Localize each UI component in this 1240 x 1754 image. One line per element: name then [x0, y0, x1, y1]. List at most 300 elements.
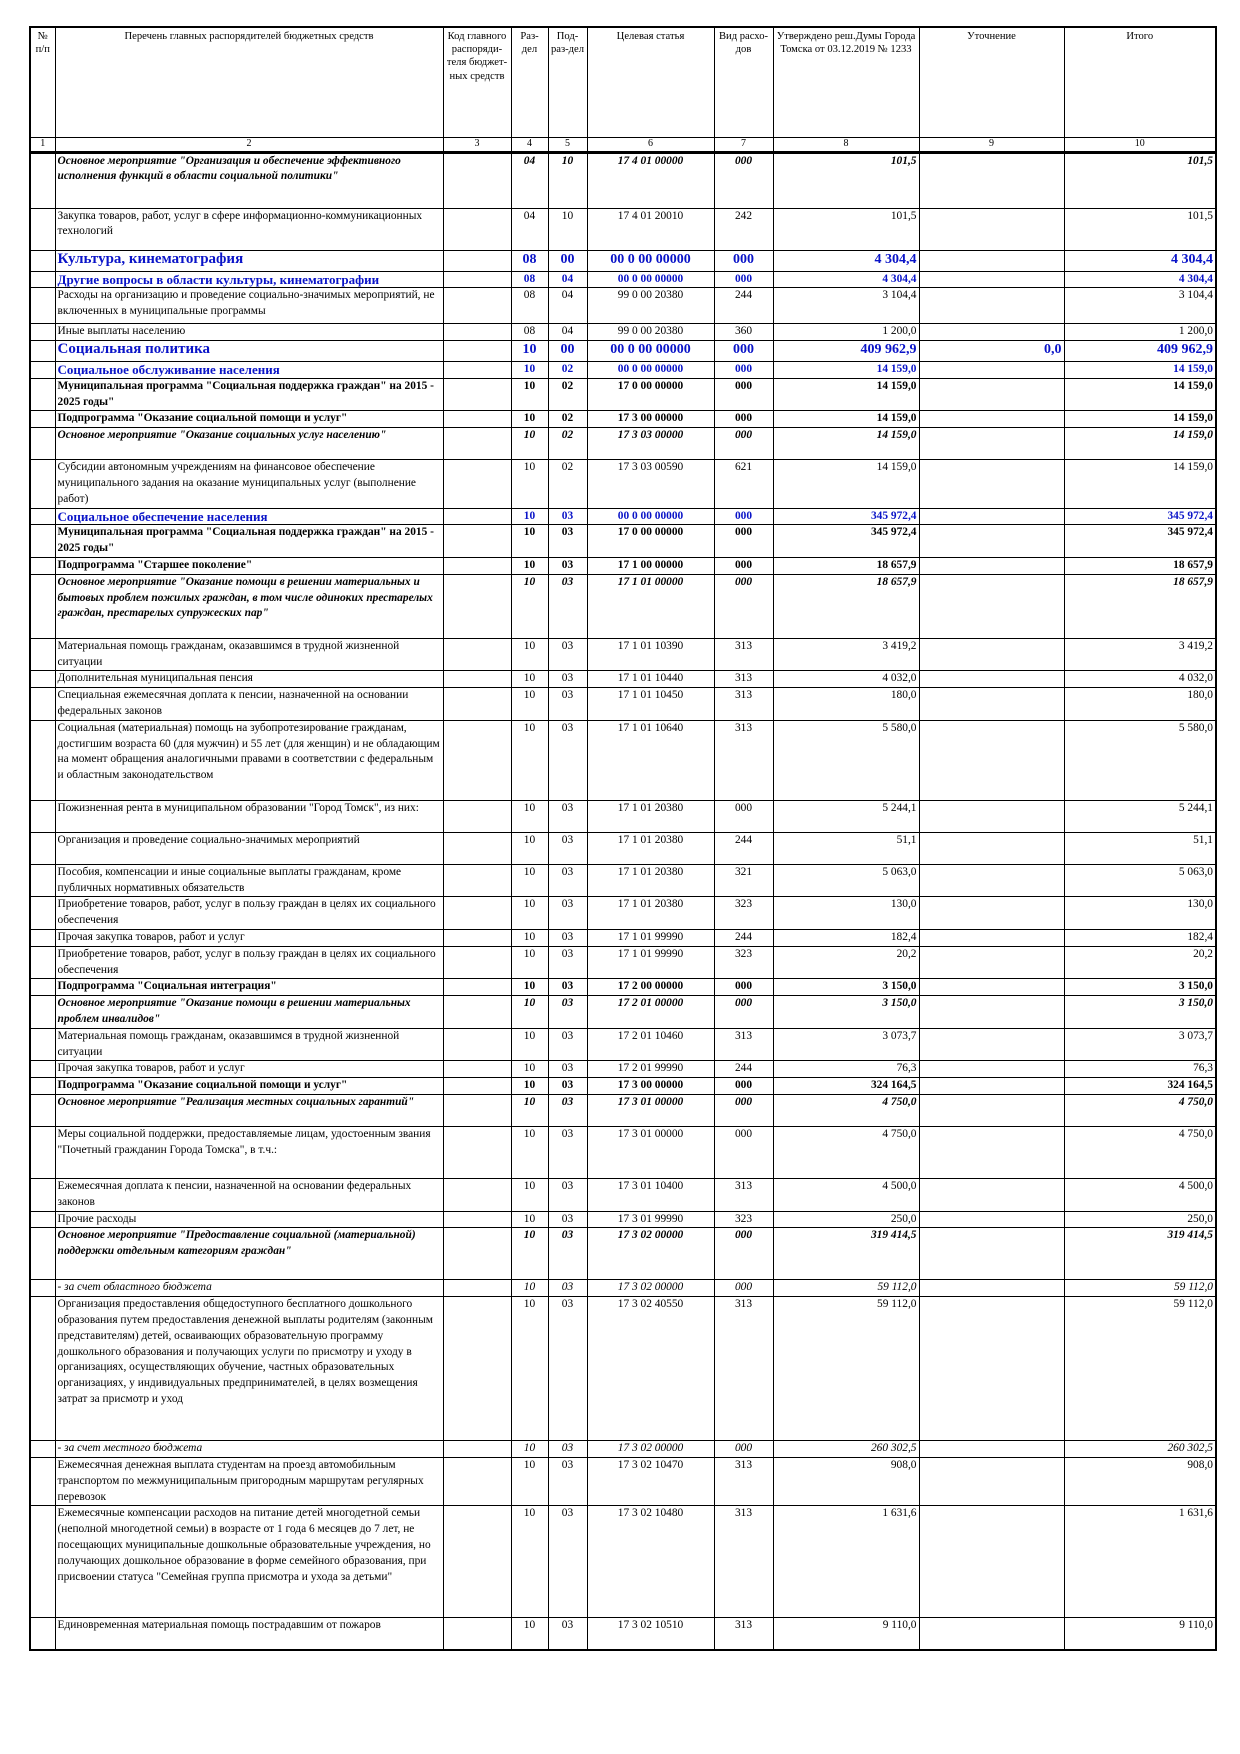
cell-number [30, 1127, 55, 1179]
cell-subsection: 03 [548, 574, 587, 638]
cell-distributor-code [443, 1061, 511, 1078]
cell-subsection: 02 [548, 411, 587, 428]
budget-table [29, 26, 1217, 1651]
cell-adjustment [919, 152, 1064, 208]
cell-distributor-code [443, 897, 511, 930]
cell-approved: 14 159,0 [773, 362, 919, 379]
cell-distributor-name: Ежемесячная денежная выплата студентам на проезд автомобильным транспортом по межмуниципальным пригородным маршрутам регулярных перевозок [55, 1457, 443, 1505]
cell-expense-type: 000 [714, 508, 773, 525]
table-row [30, 996, 1216, 1029]
cell-distributor-name: Муниципальная программа "Социальная поддержка граждан" на 2015 - 2025 годы" [55, 525, 443, 558]
cell-approved: 409 962,9 [773, 341, 919, 362]
cell-section: 10 [511, 1457, 548, 1505]
cell-adjustment [919, 930, 1064, 947]
cell-adjustment [919, 574, 1064, 638]
cell-target-article: 00 0 00 00000 [587, 362, 714, 379]
cell-distributor-name: Подпрограмма "Оказание социальной помощи и услуг" [55, 1078, 443, 1095]
cell-approved: 4 750,0 [773, 1095, 919, 1127]
cell-total: 3 073,7 [1064, 1028, 1216, 1061]
cell-number [30, 1078, 55, 1095]
cell-distributor-code [443, 688, 511, 721]
column-number: 4 [511, 137, 548, 152]
cell-approved: 14 159,0 [773, 411, 919, 428]
cell-number [30, 324, 55, 341]
cell-number [30, 1457, 55, 1505]
cell-section: 10 [511, 1127, 548, 1179]
cell-expense-type: 000 [714, 1078, 773, 1095]
cell-number [30, 1618, 55, 1650]
cell-distributor-name: Прочая закупка товаров, работ и услуг [55, 930, 443, 947]
cell-number [30, 1179, 55, 1212]
cell-adjustment: 0,0 [919, 341, 1064, 362]
table-row [30, 208, 1216, 250]
cell-subsection: 03 [548, 1127, 587, 1179]
table-row [30, 671, 1216, 688]
column-number: 3 [443, 137, 511, 152]
cell-total: 18 657,9 [1064, 558, 1216, 575]
cell-total: 3 419,2 [1064, 638, 1216, 671]
cell-target-article: 17 1 01 00000 [587, 574, 714, 638]
cell-subsection: 03 [548, 979, 587, 996]
cell-distributor-code [443, 1078, 511, 1095]
cell-approved: 3 073,7 [773, 1028, 919, 1061]
cell-number [30, 152, 55, 208]
table-row [30, 508, 1216, 525]
cell-distributor-code [443, 996, 511, 1029]
cell-target-article: 17 3 01 10400 [587, 1179, 714, 1212]
cell-distributor-code [443, 428, 511, 460]
cell-distributor-name: Культура, кинематография [55, 250, 443, 271]
cell-distributor-code [443, 946, 511, 979]
cell-section: 10 [511, 574, 548, 638]
table-row [30, 558, 1216, 575]
cell-adjustment [919, 897, 1064, 930]
column-number: 8 [773, 137, 919, 152]
table-row [30, 1127, 1216, 1179]
cell-approved: 4 304,4 [773, 271, 919, 288]
cell-number [30, 688, 55, 721]
cell-total: 18 657,9 [1064, 574, 1216, 638]
cell-approved: 59 112,0 [773, 1280, 919, 1297]
cell-total: 182,4 [1064, 930, 1216, 947]
cell-distributor-code [443, 864, 511, 897]
cell-section: 10 [511, 897, 548, 930]
cell-expense-type: 323 [714, 946, 773, 979]
cell-distributor-name: Социальное обеспечение населения [55, 508, 443, 525]
cell-distributor-code [443, 1179, 511, 1212]
cell-number [30, 558, 55, 575]
cell-subsection: 02 [548, 378, 587, 411]
cell-section: 10 [511, 1078, 548, 1095]
cell-target-article: 17 3 01 00000 [587, 1095, 714, 1127]
cell-subsection: 03 [548, 1297, 587, 1441]
cell-distributor-code [443, 1441, 511, 1458]
cell-number [30, 378, 55, 411]
cell-section: 10 [511, 558, 548, 575]
cell-distributor-code [443, 979, 511, 996]
cell-target-article: 17 1 01 10640 [587, 720, 714, 800]
cell-distributor-name: Подпрограмма "Социальная интеграция" [55, 979, 443, 996]
cell-approved: 18 657,9 [773, 558, 919, 575]
cell-number [30, 1297, 55, 1441]
table-row [30, 1457, 1216, 1505]
cell-target-article: 17 3 01 00000 [587, 1127, 714, 1179]
cell-distributor-name: Прочие расходы [55, 1211, 443, 1228]
cell-target-article: 17 3 01 99990 [587, 1211, 714, 1228]
cell-approved: 1 631,6 [773, 1506, 919, 1618]
cell-target-article: 99 0 00 20380 [587, 324, 714, 341]
cell-adjustment [919, 362, 1064, 379]
cell-approved: 5 580,0 [773, 720, 919, 800]
cell-adjustment [919, 1127, 1064, 1179]
cell-subsection: 03 [548, 1280, 587, 1297]
cell-total: 59 112,0 [1064, 1297, 1216, 1441]
cell-subsection: 03 [548, 638, 587, 671]
cell-adjustment [919, 558, 1064, 575]
cell-expense-type: 313 [714, 1028, 773, 1061]
cell-total: 409 962,9 [1064, 341, 1216, 362]
cell-distributor-name: Организация и проведение социально-значимых мероприятий [55, 832, 443, 864]
cell-distributor-name: Социальная (материальная) помощь на зубопротезирование гражданам, достигшим возраста 60 (для мужчин) и 55 лет (для женщин) и не обладающим на момент обращения аналогичными правами в соответствии с федеральным и областным законодательством [55, 720, 443, 800]
cell-distributor-code [443, 378, 511, 411]
cell-expense-type: 244 [714, 930, 773, 947]
cell-adjustment [919, 288, 1064, 324]
cell-approved: 1 200,0 [773, 324, 919, 341]
cell-target-article: 17 1 01 20380 [587, 897, 714, 930]
cell-distributor-code [443, 411, 511, 428]
cell-subsection: 04 [548, 271, 587, 288]
cell-approved: 3 104,4 [773, 288, 919, 324]
table-row [30, 378, 1216, 411]
cell-distributor-code [443, 1127, 511, 1179]
cell-expense-type: 360 [714, 324, 773, 341]
cell-section: 10 [511, 1179, 548, 1212]
cell-target-article: 17 0 00 00000 [587, 525, 714, 558]
cell-distributor-code [443, 152, 511, 208]
table-row [30, 250, 1216, 271]
cell-number [30, 1228, 55, 1280]
cell-target-article: 17 3 02 00000 [587, 1280, 714, 1297]
cell-distributor-code [443, 638, 511, 671]
cell-section: 04 [511, 208, 548, 250]
cell-subsection: 02 [548, 362, 587, 379]
cell-target-article: 17 3 00 00000 [587, 1078, 714, 1095]
cell-adjustment [919, 688, 1064, 721]
cell-section: 10 [511, 1441, 548, 1458]
header-number: № п/п [30, 27, 55, 137]
cell-section: 10 [511, 1618, 548, 1650]
cell-subsection: 03 [548, 996, 587, 1029]
cell-adjustment [919, 250, 1064, 271]
cell-section: 08 [511, 250, 548, 271]
cell-approved: 4 500,0 [773, 1179, 919, 1212]
cell-adjustment [919, 428, 1064, 460]
cell-subsection: 03 [548, 558, 587, 575]
cell-adjustment [919, 1028, 1064, 1061]
cell-expense-type: 313 [714, 1457, 773, 1505]
table-row [30, 460, 1216, 508]
header-target-article: Целевая статья [587, 27, 714, 137]
cell-expense-type: 313 [714, 1297, 773, 1441]
cell-distributor-name: - за счет местного бюджета [55, 1441, 443, 1458]
cell-total: 4 032,0 [1064, 671, 1216, 688]
budget-document [29, 26, 1215, 1651]
cell-approved: 14 159,0 [773, 428, 919, 460]
table-row [30, 362, 1216, 379]
cell-target-article: 17 2 00 00000 [587, 979, 714, 996]
cell-number [30, 362, 55, 379]
cell-number [30, 1441, 55, 1458]
cell-approved: 5 063,0 [773, 864, 919, 897]
cell-expense-type: 313 [714, 1506, 773, 1618]
cell-distributor-name: Организация предоставления общедоступного бесплатного дошкольного образования путем предоставления денежной выплаты родителям (законным представителям) детей, осваивающих образовательную программу дошкольного образования и получающих услуги по присмотру и уходу в организациях, осуществляющих обучение, частных образовательных организациях, у индивидуальных предпринимателей, в целях возмещения затрат за присмотр и уход [55, 1297, 443, 1441]
table-row [30, 832, 1216, 864]
cell-target-article: 17 0 00 00000 [587, 378, 714, 411]
cell-number [30, 1211, 55, 1228]
cell-subsection: 03 [548, 897, 587, 930]
cell-section: 10 [511, 411, 548, 428]
cell-approved: 5 244,1 [773, 800, 919, 832]
cell-total: 4 750,0 [1064, 1127, 1216, 1179]
cell-expense-type: 313 [714, 1179, 773, 1212]
cell-distributor-code [443, 574, 511, 638]
cell-expense-type: 244 [714, 832, 773, 864]
cell-subsection: 03 [548, 671, 587, 688]
cell-target-article: 17 1 01 99990 [587, 946, 714, 979]
column-number: 10 [1064, 137, 1216, 152]
cell-target-article: 00 0 00 00000 [587, 508, 714, 525]
table-row [30, 1297, 1216, 1441]
cell-adjustment [919, 1061, 1064, 1078]
cell-adjustment [919, 979, 1064, 996]
cell-expense-type: 000 [714, 1228, 773, 1280]
cell-expense-type: 244 [714, 1061, 773, 1078]
cell-distributor-code [443, 1228, 511, 1280]
table-row [30, 688, 1216, 721]
header-distributor-code: Код главного распоряди-теля бюджет-ных средств [443, 27, 511, 137]
table-row [30, 1280, 1216, 1297]
cell-distributor-code [443, 460, 511, 508]
column-number-row [30, 137, 1216, 152]
cell-section: 10 [511, 638, 548, 671]
cell-expense-type: 000 [714, 800, 773, 832]
cell-target-article: 17 3 02 00000 [587, 1228, 714, 1280]
cell-total: 3 150,0 [1064, 979, 1216, 996]
table-row [30, 574, 1216, 638]
cell-subsection: 03 [548, 1028, 587, 1061]
cell-distributor-code [443, 1618, 511, 1650]
cell-distributor-name: Меры социальной поддержки, предоставляемые лицам, удостоенным звания "Почетный гражданин Города Томска", в т.ч.: [55, 1127, 443, 1179]
table-row [30, 930, 1216, 947]
cell-adjustment [919, 1297, 1064, 1441]
cell-adjustment [919, 1095, 1064, 1127]
cell-subsection: 03 [548, 1228, 587, 1280]
cell-subsection: 03 [548, 508, 587, 525]
cell-approved: 51,1 [773, 832, 919, 864]
cell-approved: 4 032,0 [773, 671, 919, 688]
cell-adjustment [919, 525, 1064, 558]
cell-adjustment [919, 411, 1064, 428]
cell-total: 5 244,1 [1064, 800, 1216, 832]
cell-approved: 250,0 [773, 1211, 919, 1228]
table-row [30, 1228, 1216, 1280]
table-row [30, 1506, 1216, 1618]
cell-total: 324 164,5 [1064, 1078, 1216, 1095]
cell-target-article: 17 3 02 10470 [587, 1457, 714, 1505]
cell-expense-type: 000 [714, 1127, 773, 1179]
column-number: 2 [55, 137, 443, 152]
cell-adjustment [919, 671, 1064, 688]
cell-distributor-name: Ежемесячные компенсации расходов на питание детей многодетной семьи (неполной многодетной семьи) в возрасте от 1 года 6 месяцев до 7 лет, не посещающих муниципальные дошкольные образовательные учреждения, но получающих дошкольное образование в форме семейного образования, при присвоении статуса "Семейная группа присмотра и ухода за детьми" [55, 1506, 443, 1618]
cell-adjustment [919, 1618, 1064, 1650]
cell-distributor-name: Социальная политика [55, 341, 443, 362]
cell-section: 10 [511, 1297, 548, 1441]
cell-number [30, 574, 55, 638]
table-row [30, 152, 1216, 208]
cell-approved: 101,5 [773, 208, 919, 250]
cell-subsection: 02 [548, 428, 587, 460]
cell-expense-type: 000 [714, 250, 773, 271]
cell-number [30, 832, 55, 864]
table-row [30, 1618, 1216, 1650]
cell-total: 1 200,0 [1064, 324, 1216, 341]
table-row [30, 897, 1216, 930]
cell-subsection: 03 [548, 946, 587, 979]
cell-total: 1 631,6 [1064, 1506, 1216, 1618]
cell-subsection: 03 [548, 1441, 587, 1458]
header-subsection: Под-раз-дел [548, 27, 587, 137]
header-expense-type: Вид расхо-дов [714, 27, 773, 137]
table-row [30, 428, 1216, 460]
cell-expense-type: 000 [714, 525, 773, 558]
cell-distributor-name: Материальная помощь гражданам, оказавшимся в трудной жизненной ситуации [55, 1028, 443, 1061]
cell-distributor-name: Пожизненная рента в муниципальном образовании "Город Томск", из них: [55, 800, 443, 832]
column-number: 1 [30, 137, 55, 152]
cell-target-article: 17 1 01 10390 [587, 638, 714, 671]
cell-approved: 182,4 [773, 930, 919, 947]
cell-number [30, 996, 55, 1029]
cell-distributor-name: Субсидии автономным учреждениям на финансовое обеспечение муниципального задания на оказание муниципальных услуг (выполнение работ) [55, 460, 443, 508]
column-number: 5 [548, 137, 587, 152]
cell-section: 04 [511, 152, 548, 208]
cell-subsection: 03 [548, 864, 587, 897]
cell-number [30, 1061, 55, 1078]
cell-target-article: 17 1 01 99990 [587, 930, 714, 947]
cell-number [30, 1095, 55, 1127]
cell-adjustment [919, 996, 1064, 1029]
cell-subsection: 03 [548, 800, 587, 832]
cell-approved: 9 110,0 [773, 1618, 919, 1650]
cell-expense-type: 000 [714, 362, 773, 379]
cell-distributor-code [443, 930, 511, 947]
cell-distributor-name: Основное мероприятие "Оказание социальных услуг населению" [55, 428, 443, 460]
cell-distributor-name: Основное мероприятие "Оказание помощи в решении материальных проблем инвалидов" [55, 996, 443, 1029]
cell-target-article: 17 3 02 10480 [587, 1506, 714, 1618]
cell-number [30, 208, 55, 250]
cell-distributor-name: Подпрограмма "Старшее поколение" [55, 558, 443, 575]
cell-total: 3 104,4 [1064, 288, 1216, 324]
cell-distributor-name: Социальное обслуживание населения [55, 362, 443, 379]
cell-distributor-code [443, 208, 511, 250]
cell-distributor-name: Ежемесячная доплата к пенсии, назначенной на основании федеральных законов [55, 1179, 443, 1212]
cell-adjustment [919, 1078, 1064, 1095]
cell-section: 10 [511, 688, 548, 721]
cell-approved: 3 419,2 [773, 638, 919, 671]
cell-subsection: 03 [548, 1078, 587, 1095]
cell-number [30, 508, 55, 525]
cell-expense-type: 000 [714, 979, 773, 996]
table-row [30, 1095, 1216, 1127]
cell-distributor-code [443, 525, 511, 558]
table-row [30, 800, 1216, 832]
cell-number [30, 1506, 55, 1618]
cell-subsection: 03 [548, 1179, 587, 1212]
table-row [30, 525, 1216, 558]
table-row [30, 1211, 1216, 1228]
cell-subsection: 03 [548, 1618, 587, 1650]
cell-approved: 180,0 [773, 688, 919, 721]
table-row [30, 271, 1216, 288]
cell-total: 14 159,0 [1064, 411, 1216, 428]
cell-expense-type: 000 [714, 1280, 773, 1297]
cell-number [30, 897, 55, 930]
cell-total: 59 112,0 [1064, 1280, 1216, 1297]
cell-distributor-name: Иные выплаты населению [55, 324, 443, 341]
cell-distributor-code [443, 1506, 511, 1618]
cell-total: 14 159,0 [1064, 378, 1216, 411]
cell-section: 10 [511, 1280, 548, 1297]
cell-total: 4 304,4 [1064, 250, 1216, 271]
cell-total: 250,0 [1064, 1211, 1216, 1228]
cell-section: 10 [511, 996, 548, 1029]
cell-section: 10 [511, 1211, 548, 1228]
cell-approved: 101,5 [773, 152, 919, 208]
cell-subsection: 04 [548, 324, 587, 341]
cell-adjustment [919, 208, 1064, 250]
cell-approved: 260 302,5 [773, 1441, 919, 1458]
cell-distributor-code [443, 671, 511, 688]
column-number: 7 [714, 137, 773, 152]
cell-number [30, 1280, 55, 1297]
cell-approved: 3 150,0 [773, 996, 919, 1029]
cell-target-article: 00 0 00 00000 [587, 250, 714, 271]
cell-adjustment [919, 1228, 1064, 1280]
table-row [30, 324, 1216, 341]
cell-section: 10 [511, 508, 548, 525]
header-section: Раз-дел [511, 27, 548, 137]
cell-section: 10 [511, 1028, 548, 1061]
cell-target-article: 17 3 03 00590 [587, 460, 714, 508]
cell-distributor-code [443, 508, 511, 525]
cell-expense-type: 000 [714, 378, 773, 411]
cell-number [30, 720, 55, 800]
cell-approved: 14 159,0 [773, 378, 919, 411]
cell-number [30, 288, 55, 324]
cell-expense-type: 242 [714, 208, 773, 250]
cell-section: 10 [511, 720, 548, 800]
cell-section: 10 [511, 946, 548, 979]
table-row [30, 411, 1216, 428]
cell-section: 10 [511, 362, 548, 379]
cell-adjustment [919, 638, 1064, 671]
table-row [30, 638, 1216, 671]
header-approved: Утверждено реш.Думы Города Томска от 03.12.2019 № 1233 [773, 27, 919, 137]
cell-distributor-name: Пособия, компенсации и иные социальные выплаты гражданам, кроме публичных нормативных обязательств [55, 864, 443, 897]
cell-adjustment [919, 1457, 1064, 1505]
cell-distributor-code [443, 1457, 511, 1505]
header-adjustment: Уточнение [919, 27, 1064, 137]
cell-approved: 14 159,0 [773, 460, 919, 508]
